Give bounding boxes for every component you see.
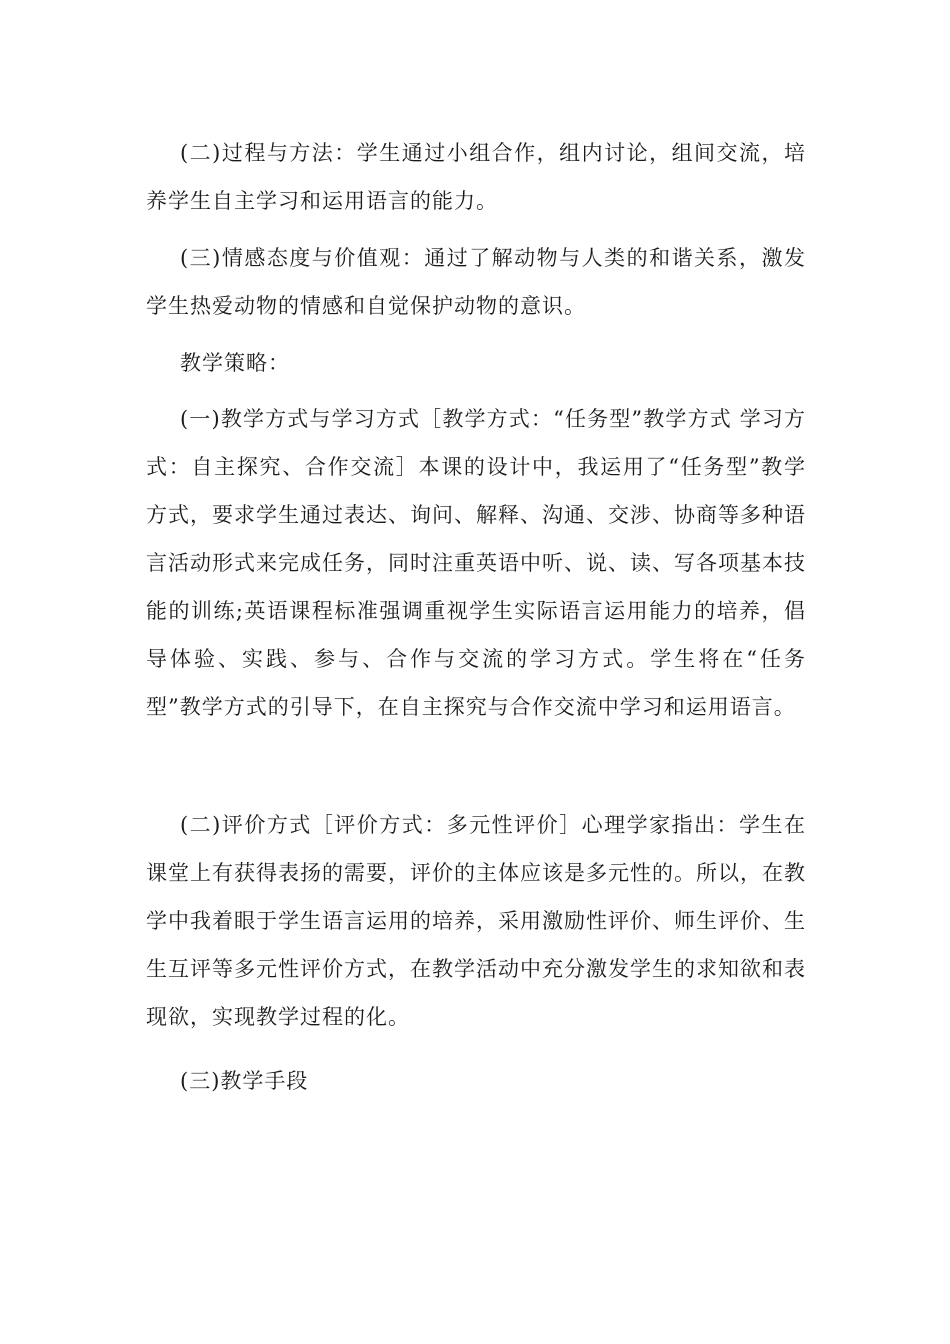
section-heading-teaching-strategy: 教学策略：	[180, 351, 290, 375]
paragraph-teaching-and-learning-methods: (一)教学方式与学习方式［教学方式：“任务型”教学方式 学习方式：自主探究、合作交流］本课的设计中，我运用了“任务型”教学方式，要求学生通过表达、询问、解释、沟通、交涉、协商等多种语言活动形式来完成任务，同时注重英语中听、说、读、写各项基本技能的训练;英语课程标准强调重视学生实际语言运用能力的培养，倡导体验、实践、参与、合作与交流的学习方式。学生将在“任务型”教学方式的引导下，在自主探究与合作交流中学习和运用语言。	[146, 407, 806, 719]
paragraph-emotion-attitude-values: (三)情感态度与价值观：通过了解动物与人类的和谐关系，激发学生热爱动物的情感和自觉保护动物的意识。	[146, 246, 806, 318]
paragraph-evaluation-method: (二)评价方式［评价方式：多元性评价］心理学家指出：学生在课堂上有获得表扬的需要，评价的主体应该是多元性的。所以，在教学中我着眼于学生语言运用的培养，采用激励性评价、师生评价、生生互评等多元性评价方式，在教学活动中充分激发学生的求知欲和表现欲，实现教学过程的化。	[146, 813, 806, 1029]
paragraph-process-and-method: (二)过程与方法：学生通过小组合作，组内讨论，组间交流，培养学生自主学习和运用语言的能力。	[146, 141, 806, 213]
paragraph-teaching-means: (三)教学手段	[180, 1069, 309, 1093]
